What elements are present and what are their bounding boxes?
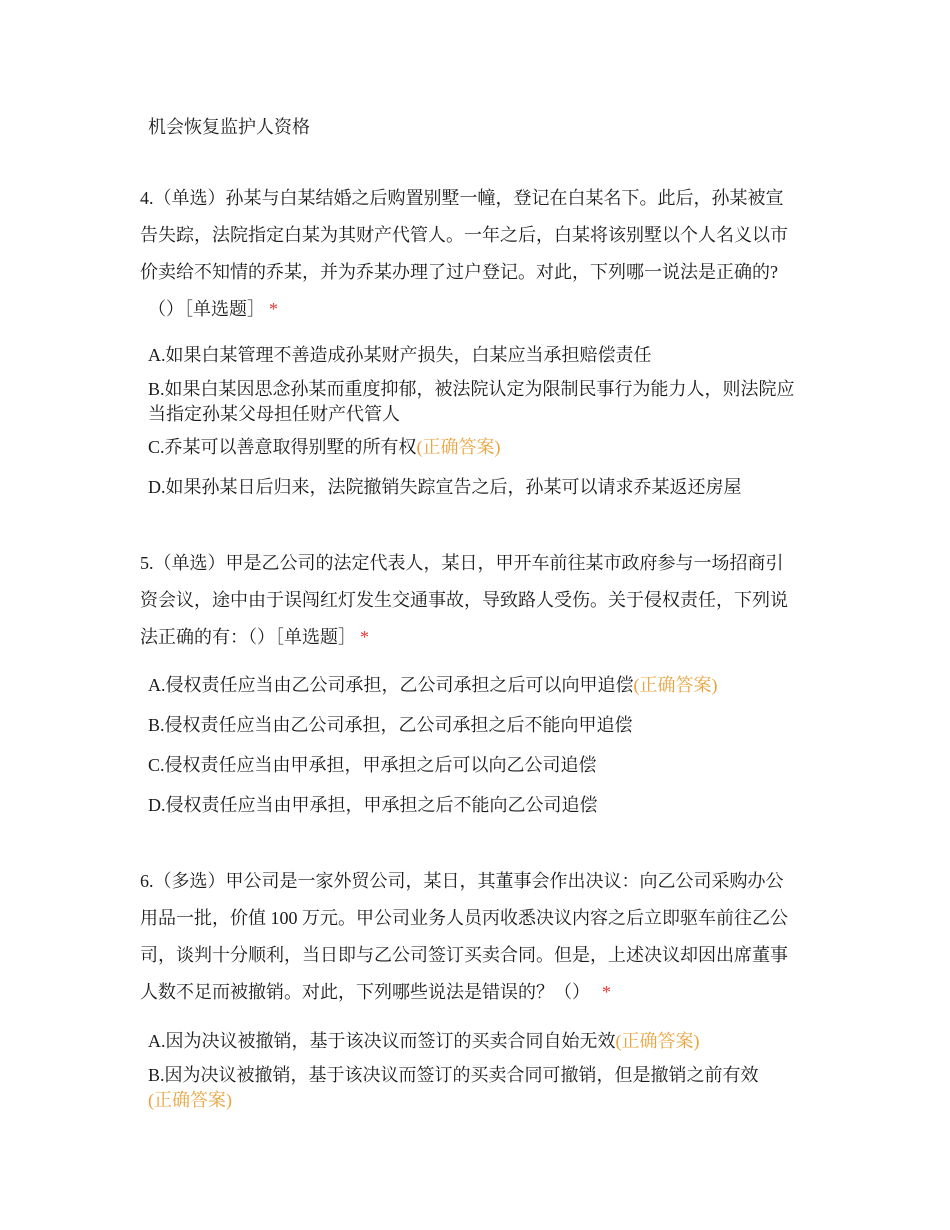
question-4-option-b: B.如果白某因思念孙某而重度抑郁，被法院认定为限制民事行为能力人，则法院应当指定孙某父母担任财产代管人 (148, 379, 795, 424)
question-6-stem-line: 用品一批，价值 100 万元。甲公司业务人员丙收悉决议内容之后立即驱车前往乙公 (140, 908, 788, 928)
question-5-stem (140, 545, 820, 656)
question-5-option-a-text: A.侵权责任应当由乙公司承担，乙公司承担之后可以向甲追偿 (148, 675, 634, 695)
question-4-option-c-text: C.乔某可以善意取得别墅的所有权 (148, 437, 417, 457)
question-5-option-b: B.侵权责任应当由乙公司承担，乙公司承担之后不能向甲追偿 (148, 715, 633, 735)
correct-answer-label: (正确答案) (633, 675, 718, 695)
required-mark: * (602, 982, 611, 1002)
question-4-stem-line: 4.（单选）孙某与白某结婚之后购置别墅一幢，登记在白某名下。此后，孙某被宣 (140, 188, 784, 208)
question-6-option-b-text: B.因为决议被撤销，基于该决议而签订的买卖合同可撤销，但是撤销之前有效 (148, 1065, 759, 1085)
question-5-stem-line: 5.（单选）甲是乙公司的法定代表人，某日，甲开车前往某市政府参与一场招商引 (140, 553, 784, 573)
question-4-stem (140, 180, 820, 328)
question-4-option-c (148, 435, 808, 460)
correct-answer-label: (正确答案) (148, 1090, 232, 1110)
correct-answer-label: (正确答案) (615, 1031, 700, 1051)
question-6-stem-line: 6.（多选）甲公司是一家外贸公司，某日，其董事会作出决议：向乙公司采购办公 (140, 871, 784, 891)
question-4-stem-line: 价卖给不知情的乔某，并为乔某办理了过户登记。对此，下列哪一说法是正确的? (140, 262, 778, 282)
question-5-option-c: C.侵权责任应当由甲承担，甲承担之后可以向乙公司追偿 (148, 755, 597, 775)
question-5-option-d: D.侵权责任应当由甲承担，甲承担之后不能向乙公司追偿 (148, 795, 598, 815)
question-6-option-b (148, 1063, 808, 1113)
question-4-stem-line (140, 291, 820, 328)
question-5-type-tag: 法正确的有：（）［单选题］ (140, 627, 356, 647)
question-6-type-tag: 人数不足而被撤销。对此，下列哪些说法是错误的？（） (140, 982, 590, 1002)
question-4-type-tag: （）［单选题］ (148, 299, 265, 319)
question-5-option-a (148, 673, 808, 698)
question-6-stem-line (140, 974, 820, 1011)
correct-answer-label: (正确答案) (416, 437, 501, 457)
carryover-option-text: 机会恢复监护人资格 (148, 117, 310, 137)
question-6-stem-line: 司，谈判十分顺利，当日即与乙公司签订买卖合同。但是，上述决议却因出席董事 (140, 945, 788, 965)
required-mark: * (360, 627, 369, 647)
question-6-stem (140, 863, 820, 1011)
question-4-option-d: D.如果孙某日后归来，法院撤销失踪宣告之后，孙某可以请求乔某返还房屋 (148, 477, 742, 497)
question-6-option-a-text: A.因为决议被撤销，基于该决议而签订的买卖合同自始无效 (148, 1031, 616, 1051)
question-6-option-a (148, 1029, 808, 1054)
question-4-stem-line: 告失踪，法院指定白某为其财产代管人。一年之后，白某将该别墅以个人名义以市 (140, 225, 788, 245)
question-5-stem-line: 资会议，途中由于误闯红灯发生交通事故，导致路人受伤。关于侵权责任，下列说 (140, 590, 788, 610)
question-4-option-a: A.如果白某管理不善造成孙某财产损失，白某应当承担赔偿责任 (148, 345, 652, 365)
required-mark: * (269, 299, 278, 319)
question-5-stem-line (140, 619, 820, 656)
